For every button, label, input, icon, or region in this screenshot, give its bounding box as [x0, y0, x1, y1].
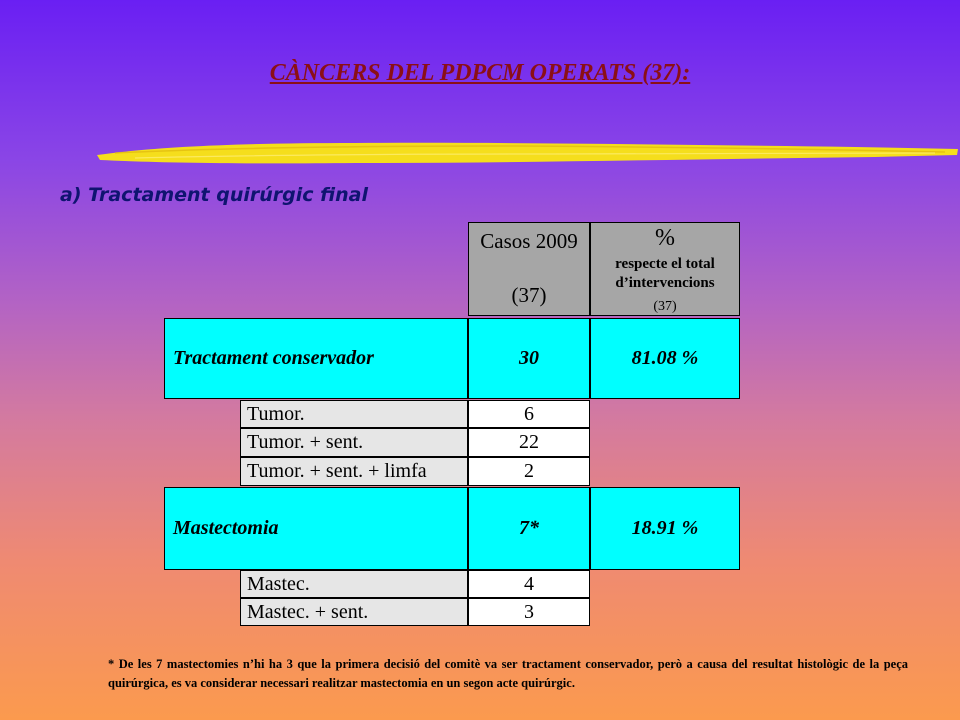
header-percent-line-2: d’intervencions [615, 275, 715, 291]
row-mastectomia-label: Mastectomia [164, 487, 468, 570]
header-cases-label: Casos 2009 [480, 229, 578, 253]
row-conservador-percent: 81.08 % [590, 318, 740, 399]
row-conservador-cases: 30 [468, 318, 590, 399]
decorative-yellow-brush-stroke [95, 133, 960, 173]
subrow-tumor-label: Tumor. [240, 400, 468, 428]
subrow-mastec-label: Mastec. [240, 570, 468, 598]
subrow-tumor-sent-limfa-label: Tumor. + sent. + limfa [240, 457, 468, 486]
slide-title: CÀNCERS DEL PDPCM OPERATS (37): [269, 60, 691, 86]
header-cases-total: (37) [511, 283, 547, 307]
subrow-mastec-cases: 4 [468, 570, 590, 598]
header-percent-line-1: respecte el total [615, 256, 715, 272]
subrow-mastec-sent-cases: 3 [468, 598, 590, 626]
header-cases-2009 [468, 222, 590, 316]
header-percent-total: (37) [653, 299, 677, 314]
subrow-tumor-sent-cases: 22 [468, 428, 590, 457]
section-subtitle: a) Tractament quirúrgic final [60, 184, 368, 206]
subrow-tumor-sent-limfa-cases: 2 [468, 457, 590, 486]
header-percent-symbol: % [655, 225, 675, 251]
subrow-tumor-sent-label: Tumor. + sent. [240, 428, 468, 457]
footnote: * De les 7 mastectomies n’hi ha 3 que la primera decisió del comitè va ser tractament conservador, però a causa del resultat histològic de la peça quirúrgica, es va considerar necessari realitzar mastectomia en un segon acte quirúrgic. [108, 657, 908, 690]
subrow-tumor-cases: 6 [468, 400, 590, 428]
header-percent [590, 222, 740, 316]
row-conservador-label: Tractament conservador [164, 318, 468, 399]
row-mastectomia-percent: 18.91 % [590, 487, 740, 570]
subrow-mastec-sent-label: Mastec. + sent. [240, 598, 468, 626]
header-percent-description [591, 255, 739, 293]
row-mastectomia-cases: 7* [468, 487, 590, 570]
